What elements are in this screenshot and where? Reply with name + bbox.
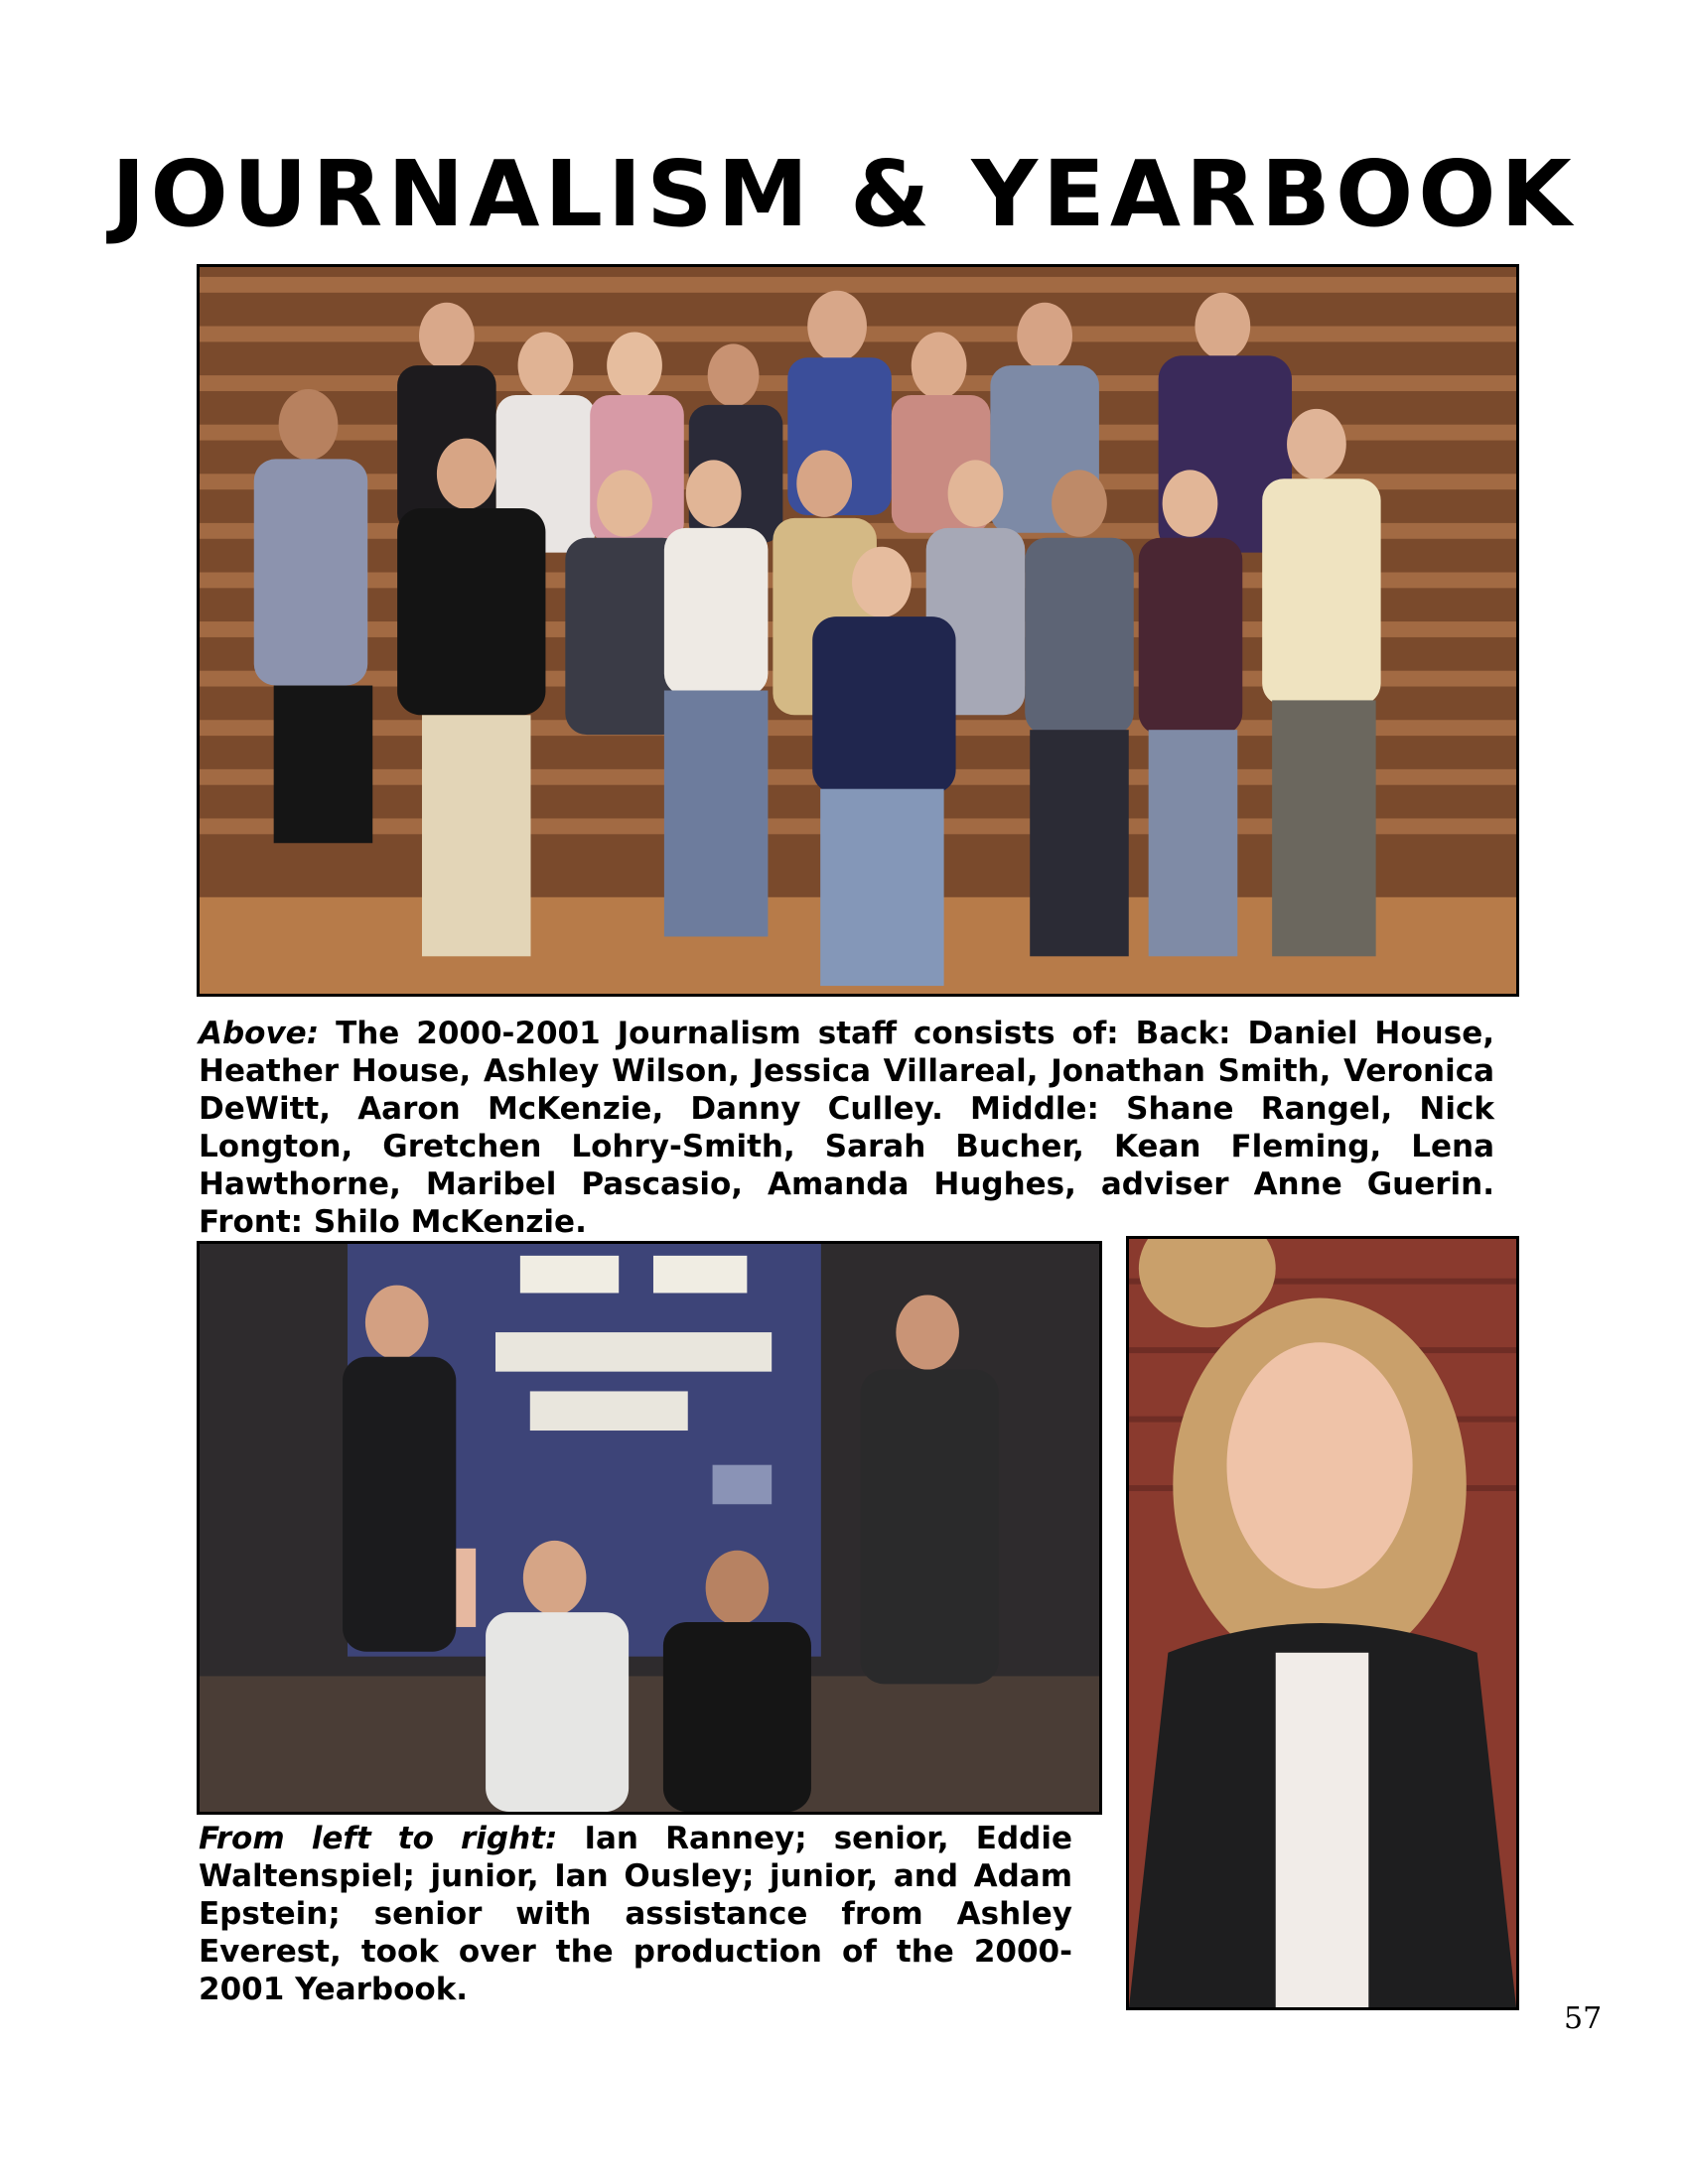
yearbook-team-photo <box>197 1241 1102 1815</box>
yearbook-photo-caption <box>199 1820 1072 2008</box>
caption-text: Ian Ranney; senior, Eddie Waltenspiel; junior, Ian Ousley; junior, and Adam Epstein; senior with assistance from Ashley Everest, took over the production of the 2000-2001 Yearbook. <box>199 1821 1072 2007</box>
page-title: JOURNALISM & YEARBOOK <box>111 141 1577 247</box>
page-number: 57 <box>1564 2001 1603 2036</box>
journalism-staff-photo <box>197 264 1519 997</box>
caption-lead: Above: <box>199 1016 320 1051</box>
portrait-photo <box>1126 1236 1519 2010</box>
caption-lead: From left to right: <box>199 1821 558 1856</box>
caption-text: The 2000-2001 Journalism staff consists of: Back: Daniel House, Heather House, Ashley Wilson, Jessica Villareal, Jonathan Smith, Veronica DeWitt, Aaron McKenzie, Danny Culley. Middle: Shane Rangel, Nick Longton, Gretchen Lohry-Smith, Sarah Bucher, Kean Fleming, Lena Hawthorne, Maribel Pascasio, Amanda Hughes, adviser Anne Guerin. Front: Shilo McKenzie. <box>199 1016 1494 1240</box>
staff-photo-caption <box>199 1015 1494 1241</box>
